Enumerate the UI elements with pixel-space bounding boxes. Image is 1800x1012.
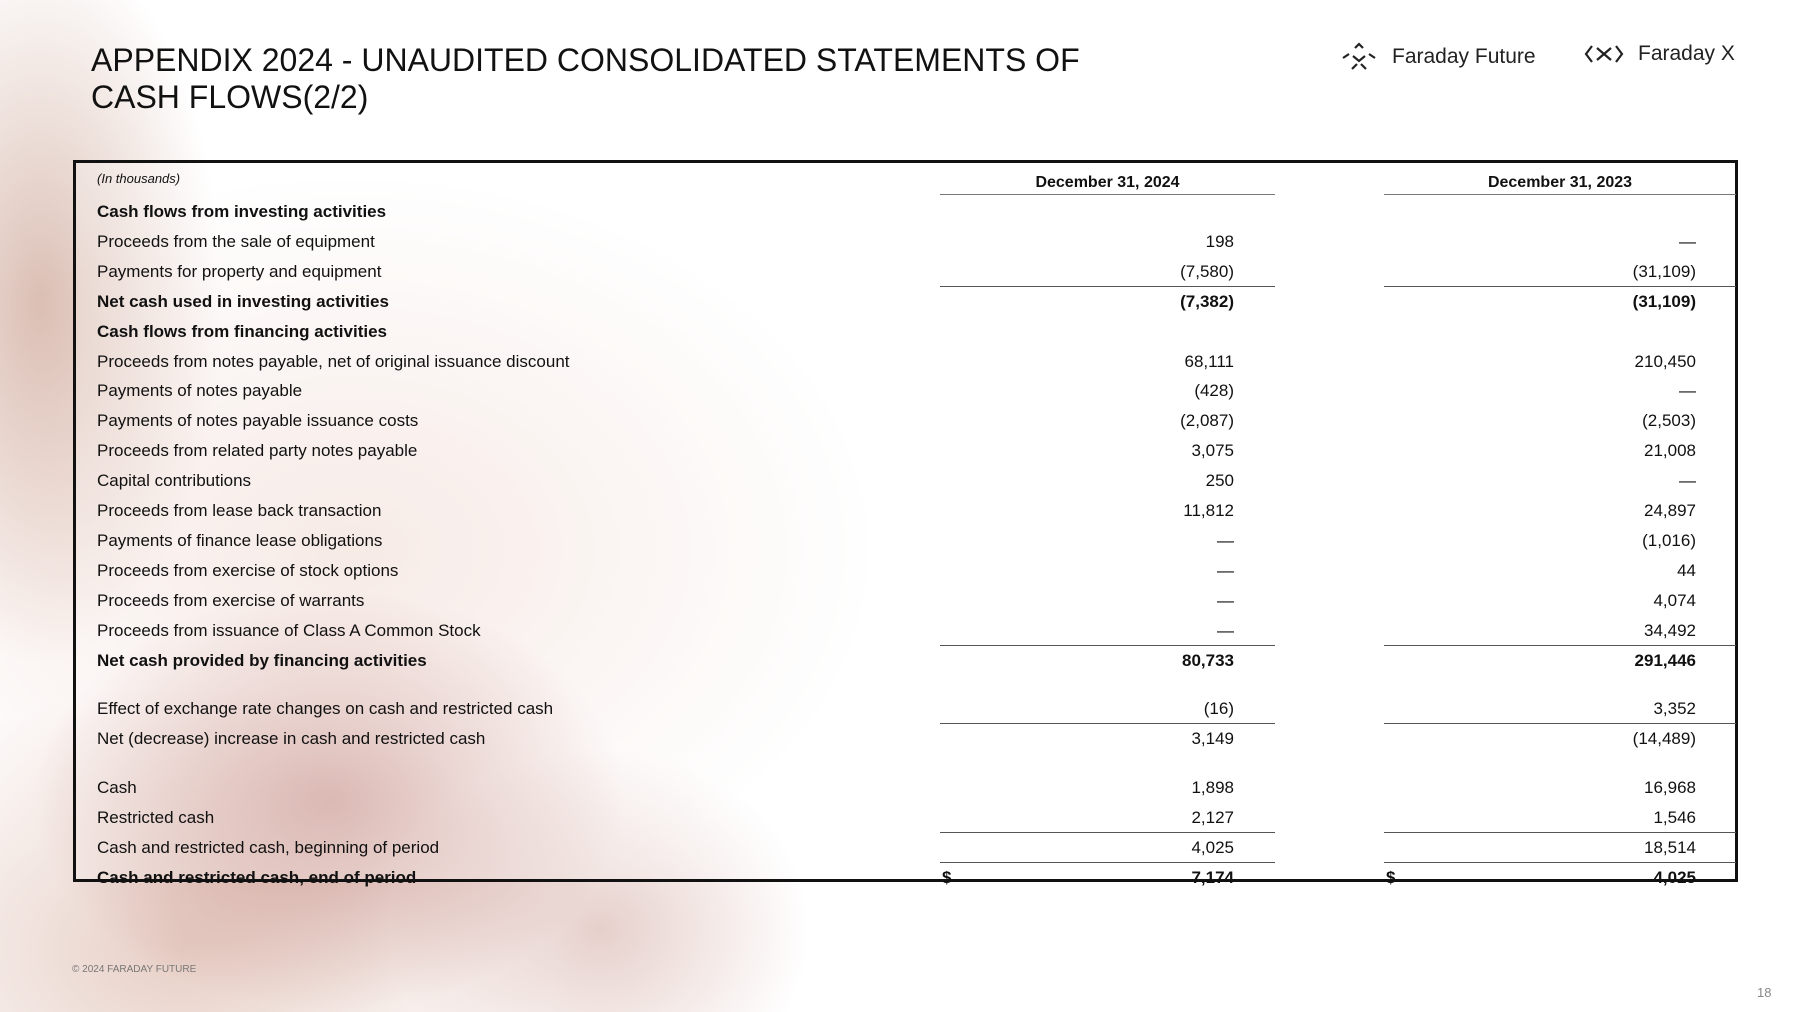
row-label: Restricted cash [97,808,215,828]
row-label: Payments for property and equipment [97,261,382,281]
brand-faraday-future [1340,42,1536,72]
row-label: Payments of notes payable issuance costs [97,411,419,431]
cash-flow-table [73,160,1738,887]
table-row [76,835,1735,861]
value-2024: 1,898 [1191,778,1234,798]
table-row [76,199,1735,225]
underline [940,645,1275,646]
row-label: Cash and restricted cash, beginning of period [97,838,440,857]
value-2023: 44 [1677,560,1696,580]
brand-name: Faraday X [1638,42,1735,65]
table-row [76,289,1735,315]
table-row [76,259,1735,285]
row-label: Cash flows from financing activities [97,321,388,341]
value-2023: (14,489) [1632,729,1696,749]
column-header-2024: December 31, 2024 [940,174,1275,195]
row-label: Cash [97,778,137,798]
value-2023: — [1679,381,1696,401]
value-2023: 24,897 [1644,501,1696,520]
value-2024: 198 [1205,231,1234,251]
table-row [76,349,1735,375]
value-2023: 21,008 [1644,441,1696,461]
table-row [76,696,1735,722]
value-2023: 1,546 [1653,808,1696,828]
faraday-future-logo-icon [1340,42,1378,72]
row-label: Payments of notes payable [97,381,303,401]
value-2023: (2,503) [1642,411,1696,431]
underline [940,832,1275,833]
underline [940,862,1275,863]
value-2024: (7,580) [1180,261,1234,281]
brand-faraday-x [1584,42,1735,66]
value-2023: — [1679,231,1696,251]
table-row [76,648,1735,674]
value-2023: 16,968 [1644,778,1696,798]
value-2024: 3,075 [1191,441,1234,461]
value-2023: (31,109) [1632,261,1696,281]
value-2024: 3,149 [1191,729,1234,749]
value-2023: 3,352 [1653,699,1696,719]
table-row [76,438,1735,464]
value-2024: 80,733 [1182,650,1234,670]
row-label: Payments of finance lease obligations [97,530,383,550]
value-2024: (16) [1203,699,1234,719]
value-2024: — [1217,590,1234,610]
table-row [76,528,1735,554]
table-row [76,775,1735,801]
value-2024: 250 [1205,471,1234,491]
table-row [76,805,1735,831]
underline [1384,862,1736,863]
row-label: Cash flows from investing activities [97,202,387,221]
page-number: 18 [1757,985,1772,1000]
underline [1384,723,1736,724]
underline [1384,286,1736,287]
row-label: Capital contributions [97,471,252,491]
table-row [76,588,1735,614]
page-title: APPENDIX 2024 - UNAUDITED CONSOLIDATED STATEMENTS OF CASH FLOWS(2/2) [91,42,1080,115]
value-2024: (7,382) [1180,291,1234,311]
row-label: Net (decrease) increase in cash and restricted cash [97,729,486,749]
value-2024: (2,087) [1180,411,1234,431]
value-2024: — [1217,530,1234,550]
row-label: Net cash used in investing activities [97,291,389,311]
table-row [76,498,1735,524]
table-row [76,378,1735,404]
column-header-2023: December 31, 2023 [1384,174,1736,195]
row-label: Proceeds from the sale of equipment [97,231,375,251]
table-row [76,468,1735,494]
row-label: Proceeds from issuance of Class A Common Stock [97,620,481,640]
value-2023: (31,109) [1632,291,1696,311]
underline [940,286,1275,287]
underline [1384,645,1736,646]
value-2023: 210,450 [1634,351,1696,371]
underline [940,723,1275,724]
table-row [76,726,1735,752]
value-2023: 4,025 [1653,867,1696,887]
row-label: Proceeds from lease back transaction [97,501,382,520]
table-row [76,865,1735,891]
value-2024: — [1217,560,1234,580]
value-2023: 4,074 [1653,590,1696,610]
value-2023: (1,016) [1642,530,1696,550]
table-row [76,229,1735,255]
row-label: Proceeds from notes payable, net of original issuance discount [97,351,570,371]
value-2024: 4,025 [1191,838,1234,857]
row-label: Proceeds from exercise of warrants [97,590,365,610]
table-row [76,558,1735,584]
value-2024: 68,111 [1184,351,1234,371]
underline [1384,832,1736,833]
currency-symbol: $ [942,867,952,887]
value-2024: (428) [1194,381,1234,401]
row-label: Proceeds from related party notes payable [97,441,418,461]
table-row [76,319,1735,345]
unit-note: (In thousands) [97,171,181,186]
faraday-x-logo-icon [1584,43,1624,65]
row-label: Net cash provided by financing activities [97,650,427,670]
row-label: Effect of exchange rate changes on cash and restricted cash [97,699,554,719]
value-2023: — [1679,471,1696,491]
value-2023: 291,446 [1634,650,1696,670]
value-2024: 11,812 [1183,501,1234,520]
currency-symbol: $ [1386,867,1396,887]
value-2023: 18,514 [1644,838,1696,857]
value-2024: — [1217,620,1234,640]
row-label: Cash and restricted cash, end of period [97,867,417,887]
table-row [76,408,1735,434]
value-2023: 34,492 [1644,620,1696,640]
copyright: © 2024 FARADAY FUTURE [72,964,197,975]
row-label: Proceeds from exercise of stock options [97,560,399,580]
value-2024: 7,174 [1191,867,1234,887]
brand-name: Faraday Future [1392,45,1536,68]
value-2024: 2,127 [1191,808,1234,828]
table-row [76,618,1735,644]
